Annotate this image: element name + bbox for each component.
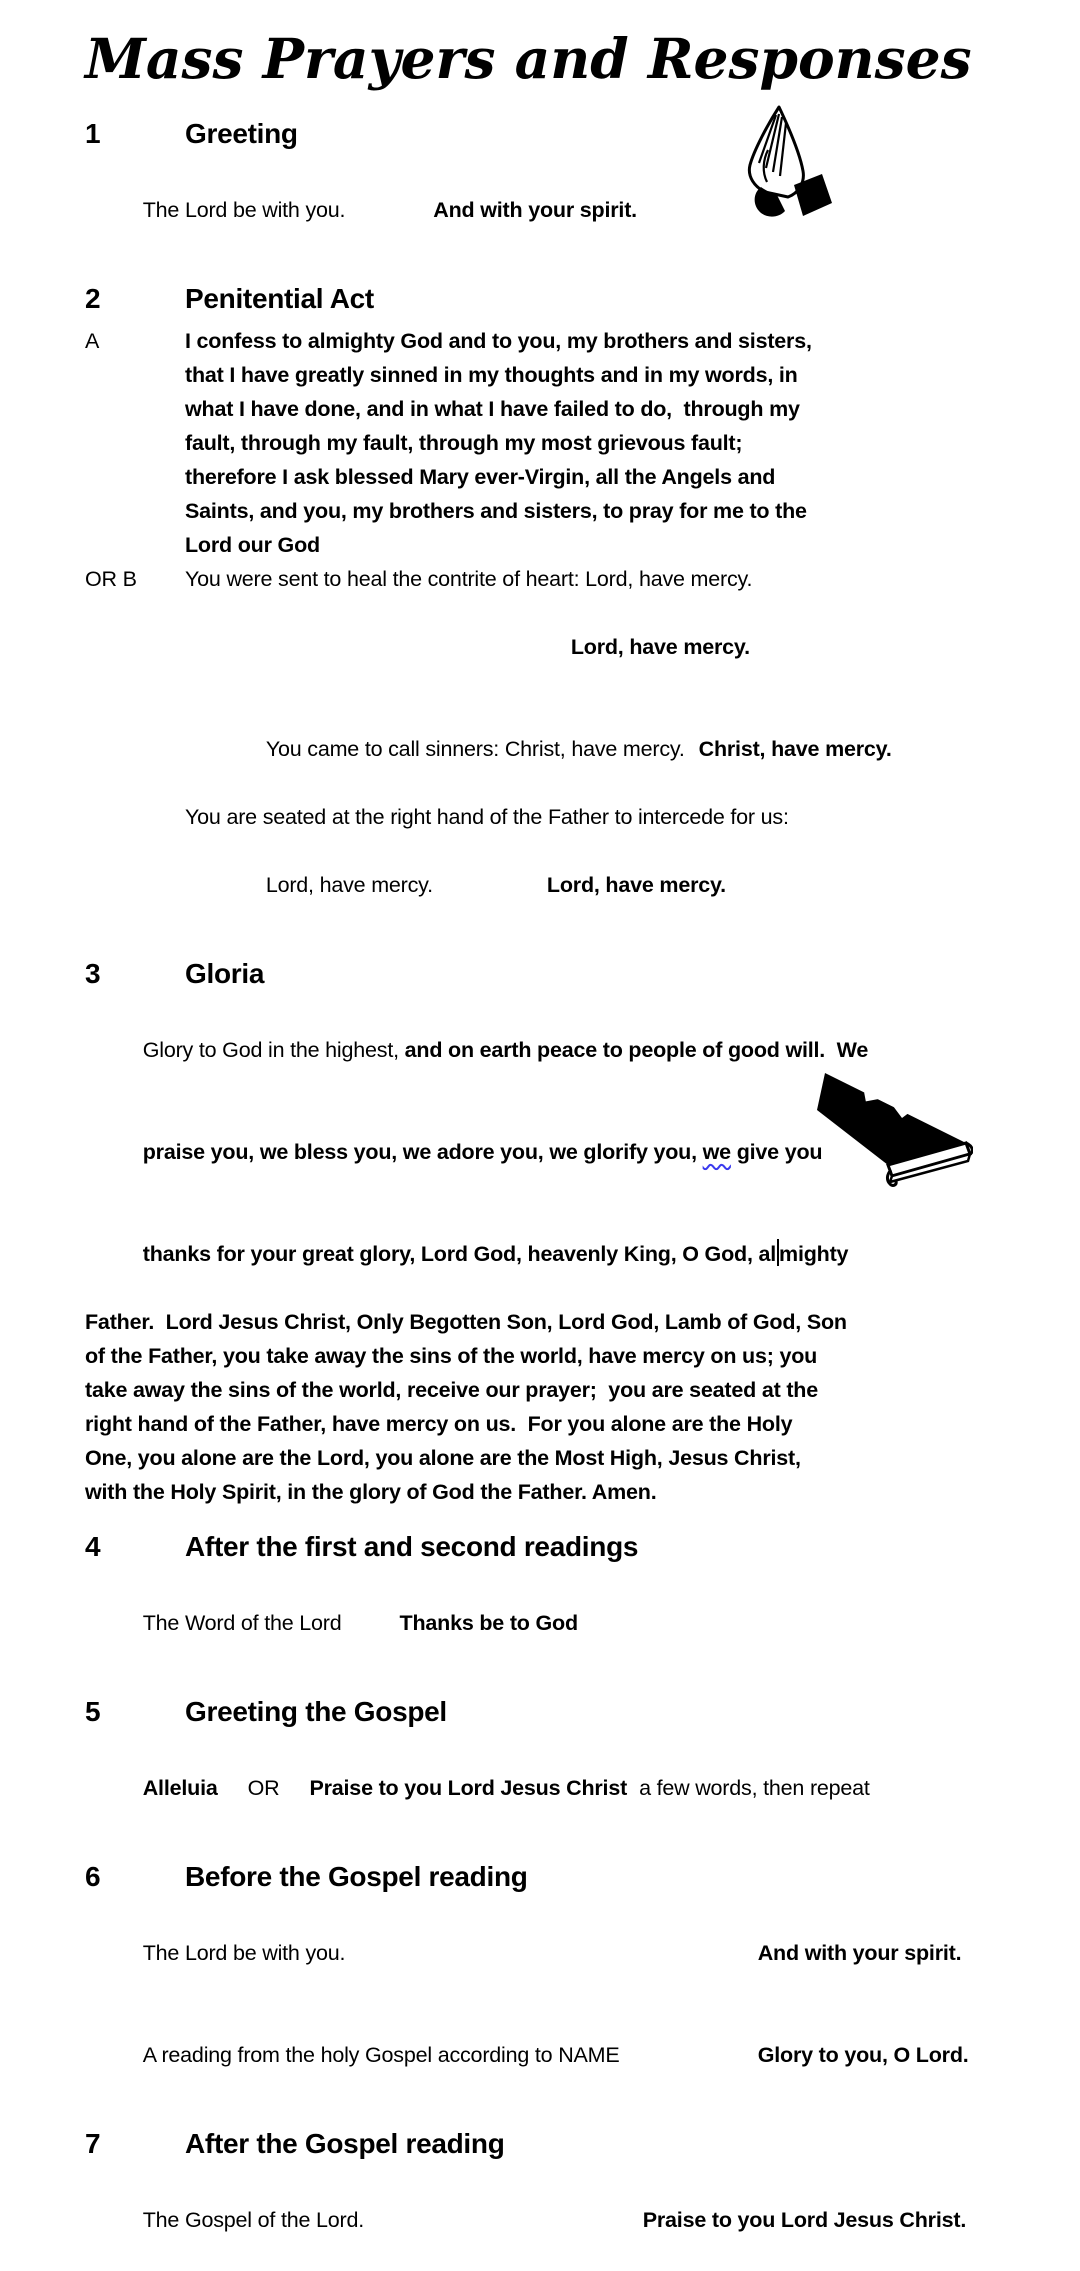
option-b-block <box>85 562 995 936</box>
section-heading: Penitential Act <box>185 283 374 315</box>
praying-hands-icon <box>716 102 856 233</box>
people-response: And with your spirit. <box>757 1941 962 1966</box>
section-number: 7 <box>85 2128 101 2160</box>
section-number: 1 <box>85 118 101 150</box>
priest-text: You came to call sinners: Christ, have mercy. <box>265 737 685 762</box>
people-response: Christ, have mercy. <box>698 737 892 762</box>
bible-icon <box>793 1066 973 1193</box>
priest-text: Glory to God in the highest, <box>142 1038 405 1063</box>
section-heading: Greeting the Gospel <box>185 1696 447 1728</box>
people-response: Praise to you Lord Jesus Christ <box>309 1776 628 1801</box>
gloria-line <box>85 1203 995 1305</box>
confession-line: that I have greatly sinned in my thoughts and in my words, in <box>185 363 798 388</box>
dialogue-line <box>85 2004 995 2106</box>
dialogue-line <box>185 698 995 800</box>
section-after-readings <box>85 1529 995 1674</box>
rubric-text: a few words, then repeat <box>639 1776 870 1801</box>
gloria-line: right hand of the Father, have mercy on us. For you alone are the Holy <box>85 1412 793 1437</box>
priest-text: Lord, have mercy. <box>265 873 433 898</box>
confession-line: what I have done, and in what I have failed to do, through my <box>185 397 800 422</box>
section-penitential-act <box>85 281 995 936</box>
option-a-label: A <box>85 329 100 354</box>
section-heading: After the first and second readings <box>185 1531 639 1563</box>
section-number: 3 <box>85 958 101 990</box>
section-number: 4 <box>85 1531 101 1563</box>
section-heading: Gloria <box>185 958 265 990</box>
dialogue-line: You were sent to heal the contrite of heart: Lord, have mercy. <box>185 567 753 592</box>
priest-text: A reading from the holy Gospel according to NAME <box>142 2043 620 2068</box>
people-response: And with your spirit. <box>433 198 637 223</box>
people-response: Lord, have mercy. <box>570 635 750 660</box>
gloria-line: of the Father, you take away the sins of the world, have mercy on us; you <box>85 1344 818 1369</box>
section-heading: After the Gospel reading <box>185 2128 505 2160</box>
dialogue-line <box>85 1902 995 2004</box>
section-gloria <box>85 956 995 1509</box>
dialogue-line <box>85 159 995 261</box>
confession-paragraph <box>185 324 995 562</box>
people-text: thanks for your great glory, Lord God, heavenly King, O God, al <box>142 1242 777 1267</box>
dialogue-line <box>185 834 995 936</box>
document-title: Mass Prayers and Responses <box>85 26 972 91</box>
dialogue-line <box>85 1572 995 1674</box>
spellcheck-word: we <box>702 1140 731 1165</box>
people-response: Glory to you, O Lord. <box>757 2043 969 2068</box>
section-before-gospel <box>85 1859 995 2106</box>
people-text: and on earth peace to people of good will. We <box>404 1038 869 1063</box>
dialogue-line <box>85 1737 995 1839</box>
gloria-line: with the Holy Spirit, in the glory of God the Father. Amen. <box>85 1480 657 1505</box>
section-number: 2 <box>85 283 101 315</box>
option-b-label: OR B <box>85 567 137 592</box>
dialogue-line: You are seated at the right hand of the Father to intercede for us: <box>185 805 789 830</box>
confession-line: Lord our God <box>185 533 320 558</box>
section-after-gospel <box>85 2126 995 2271</box>
priest-text: The Lord be with you. <box>142 198 346 223</box>
confession-line: therefore I ask blessed Mary ever-Virgin, all the Angels and <box>185 465 776 490</box>
section-number: 5 <box>85 1696 101 1728</box>
section-heading: Before the Gospel reading <box>185 1861 528 1893</box>
confession-line: I confess to almighty God and to you, my brothers and sisters, <box>185 329 812 354</box>
people-response: Lord, have mercy. <box>546 873 726 898</box>
confession-line: Saints, and you, my brothers and sisters, to pray for me to the <box>185 499 807 524</box>
rubric-text: OR <box>247 1776 280 1801</box>
section-greeting-gospel <box>85 1694 995 1839</box>
gloria-line: take away the sins of the world, receive our prayer; you are seated at the <box>85 1378 818 1403</box>
dialogue-line <box>185 596 995 698</box>
section-greeting <box>85 116 995 261</box>
gloria-line: Father. Lord Jesus Christ, Only Begotten Son, Lord God, Lamb of God, Son <box>85 1310 847 1335</box>
option-a-block <box>85 324 995 562</box>
confession-line: fault, through my fault, through my most grievous fault; <box>185 431 743 456</box>
gloria-line: One, you alone are the Lord, you alone are the Most High, Jesus Christ, <box>85 1446 801 1471</box>
people-response: Alleluia <box>142 1776 218 1801</box>
section-number: 6 <box>85 1861 101 1893</box>
people-text: mighty <box>779 1242 849 1267</box>
people-response: Thanks be to God <box>399 1611 578 1636</box>
priest-text: The Word of the Lord <box>142 1611 342 1636</box>
priest-text: The Gospel of the Lord. <box>142 2208 365 2233</box>
people-text: give you <box>730 1140 823 1165</box>
people-response: Praise to you Lord Jesus Christ. <box>642 2208 967 2233</box>
people-text: praise you, we bless you, we adore you, we glorify you, <box>142 1140 703 1165</box>
priest-text: The Lord be with you. <box>142 1941 346 1966</box>
dialogue-line <box>85 2169 995 2271</box>
section-heading: Greeting <box>185 118 298 150</box>
kyrie-paragraph <box>185 562 995 936</box>
